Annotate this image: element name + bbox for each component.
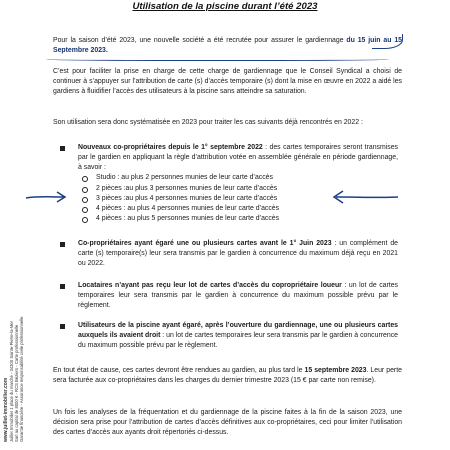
list-item: 4 pièces : au plus 5 personnes munies de leur carte d’accès [78,214,398,224]
intro-text: Pour la saison d’été 2023, une nouvelle société a été recrutée pour assurer le gardiennage [53,37,347,44]
paragraph-5 [53,408,402,438]
bullet-new-owners [60,143,398,225]
left-arrow-icon [24,189,68,205]
bullet-1-lead: Nouveaux co-propriétaires depuis le 1° septembre 2022 [78,144,263,151]
bullet-marker [60,284,65,289]
bullet-4-lead: Utilisateurs de la piscine ayant égaré, après l’ouverture du gardiennage, une ou plusieurs cartes auxquels ils avaient droit [78,322,398,340]
legal-line: Juillet Immobilier 1 place du marché - 34300 Sainte-Pierre-la-Mer [9,320,14,442]
paragraph-2-text: C’est pour faciliter la prise en charge de cette charge de gardiennage que le Conseil Syndical a choisi de continuer à s’appuyer sur l’attribution de carte (s) d’accès temporaire (s) dont la mise en œuvre en 2022 a aidé les gardiens à fluidifier l’accès des utilisateurs à la piscine sans atteindre sa saturation. [53,68,402,96]
circle-bullet-icon [82,207,88,213]
bullet-marker [60,242,65,247]
bullet-tenants [60,281,398,311]
bullet-3-rest: : un lot de cartes temporaires leur sera transmis par le gardien à concurrence du maximum possible prévu par le règlement. [78,282,399,310]
bullet-marker [60,146,65,151]
list-item: 4 pièces : au plus 4 personnes munies de leur carte d’accès [78,204,398,214]
sidebar-legal-notice [4,282,34,442]
circle-bullet-icon [82,197,88,203]
page-title: Utilisation de la piscine durant l’été 2023 [132,1,318,12]
deadline-date: 15 septembre 2023 [304,367,367,374]
list-item: Studio : au plus 2 personnes munies de leur carte d’accès [78,173,398,183]
bullet-lost-cards [60,239,398,269]
bullet-marker [60,324,65,329]
bullet-1-rest: : des cartes temporaires seront transmises par le gardien en appliquant la règle d’attribution votée en assemblée générale en période gardiennage, à savoir : [78,144,398,172]
agency-url: www.juillet-immobilier.com [3,377,9,442]
circle-bullet-icon [82,187,88,193]
circle-bullet-icon [82,176,88,182]
paragraph-4 [53,366,402,386]
circle-bullet-icon [82,217,88,223]
paragraph-2 [53,67,402,97]
paragraph-4-tail: . Leur perte sera facturée aux co-propriétaires dans les charges du dernier trimestre 2023 (15 € par carte non remise). [53,367,402,385]
bullet-4-rest: : un lot de cartes temporaires leur sera transmis par le gardien à concurrence du maximum possible prévu par le règlement. [78,332,398,350]
list-item: 3 pièces :au plus 4 personnes munies de leur carte d’accès [78,194,398,204]
intro-highlight: du 15 juin au 15 Septembre 2023. [53,37,402,55]
bullet-2-rest: : un complément de carte (s) temporaire(s) leur sera transmis par le gardien à concurrence du maximum déjà reçu en 2021 ou 2022. [78,240,398,268]
paragraph-4-text: En tout état de cause, ces cartes devront être rendues au gardien, au plus tard le [53,367,305,374]
paragraph-3 [53,118,402,128]
legal-line: Sarl au capital de 8000 € - RCS Béziers - Carte professionnelle [14,324,19,442]
list-item: 2 pièces :au plus 3 personnes munies de leur carte d’accès [78,184,398,194]
bullet-3-lead: Locataires n’ayant pas reçu leur lot de cartes d’accès du copropriétaire loueur [78,282,342,289]
bullet-2-lead: Co-propriétaires ayant égaré une ou plusieurs cartes avant le 1° Juin 2023 [78,240,332,247]
intro-paragraph [53,36,402,56]
handwritten-underline [45,57,390,61]
paragraph-5-text: Un fois les analyses de la fréquentation et du gardiennage de la piscine faites à la fin de la saison 2023, une décision sera prise pour l’attribution de cartes d’accès définitives aux co-propriétaires, ceci pour limiter l’utilisation des cartes d’accès aux ayants droit répertoriés ci-dessus. [53,409,402,437]
bullet-pool-users [60,321,398,351]
right-arrow-icon [330,189,400,205]
legal-line: Garantie financière - Assurance responsabilité civile professionnelle [19,316,24,442]
paragraph-3-text: Son utilisation sera donc systématisée en 2023 pour traiter les cas suivants déjà rencontrés en 2022 : [53,119,363,126]
